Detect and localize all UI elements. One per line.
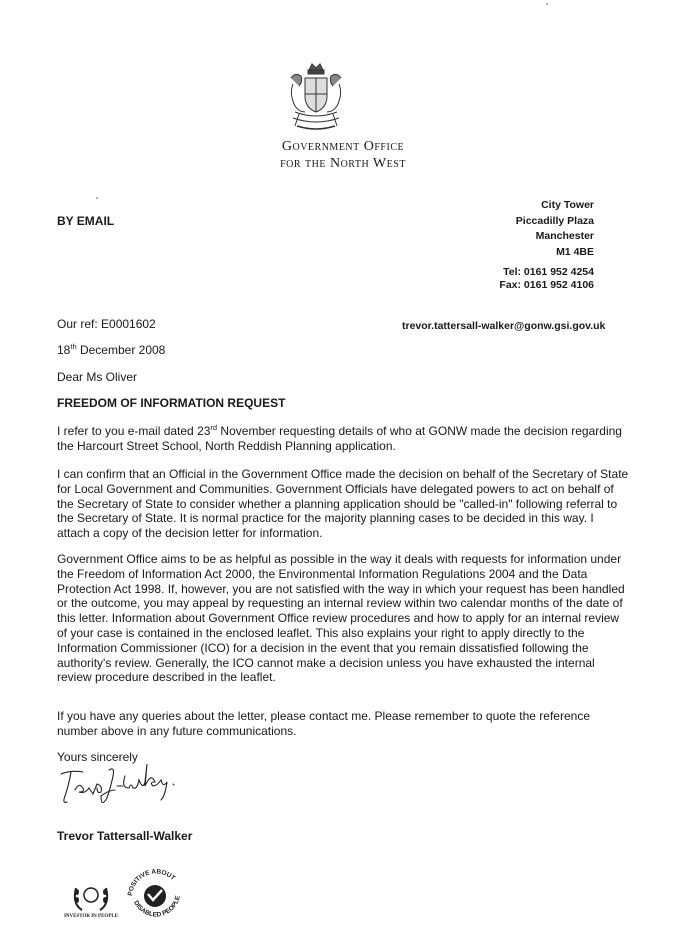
paragraph-1-suffix: rd (210, 423, 218, 432)
contact-numbers (499, 266, 594, 292)
paragraph-3: Government Office aims to be as helpful as possible in the way it deals with requests for information under the Freedom of Information Act 2000, the Environmental Information Regulations 2004 and the Data Protection Act 1998. If, however, you are not satisfied with the way in which your request has been handled or the outcome, you may appeal by requesting an internal review within two calendar months of the date of this letter. Information about Government Office review procedures and how to apply for an internal review of your case is contained in the enclosed leaflet. This also explains your right to apply directly to the Information Commissioner (ICO) for a decision in the event that you remain dissatisfied following the authority's review. Generally, the ICO cannot make a decision unless you have exhausted the internal review procedure described in the leaflet. (57, 552, 625, 685)
logo-text-bottom: DISABLED PEOPLE (132, 895, 182, 919)
investor-in-people-text: INVESTOR IN PEOPLE (63, 914, 119, 919)
paragraph-4: If you have any queries about the letter, please contact me. Please remember to quote the reference number above in any future communications. (57, 709, 590, 738)
address-line: M1 4BE (556, 245, 594, 258)
date-day-suffix: th (70, 342, 77, 351)
letter-date (57, 343, 165, 357)
handwritten-signature (55, 764, 185, 812)
positive-about-disabled-people-logo (120, 858, 190, 928)
telephone-number: Tel: 0161 952 4254 (503, 266, 594, 278)
address-line: City Tower (541, 199, 594, 211)
paragraph-1-start: I refer to you e-mail dated 23 (57, 424, 211, 438)
organisation-name-line1: Government Office (281, 139, 405, 154)
reference-number: Our ref: E0001602 (57, 317, 156, 331)
date-month-year: December 2008 (76, 343, 166, 357)
paragraph-1 (57, 424, 629, 454)
paragraph-1-end: November requesting details of who at GONW made the decision regarding the Harcourt Street School, North Reddish Planning application. (57, 424, 622, 453)
sender-address (516, 198, 594, 260)
tick-mark-icon (144, 885, 166, 907)
paragraph-2: I can confirm that an Official in the Government Office made the decision on behalf of the Secretary of State for Local Government and Communities. Government Officials have delegated powers to act on behalf of the Secretary of State to consider whether a planning application should be "called-in" following referral to the Secretary of State. It is normal practice for the majority planning cases to be decided in this way. I attach a copy of the decision letter for information. (57, 467, 629, 541)
date-day: 18 (57, 343, 71, 357)
royal-coat-of-arms-icon (287, 58, 345, 134)
delivery-method: BY EMAIL (57, 214, 115, 228)
scan-speck (546, 3, 548, 5)
closing: Yours sincerely (57, 750, 138, 764)
scan-speck (96, 197, 98, 199)
investor-in-people-logo (58, 878, 124, 923)
sender-email: trevor.tattersall-walker@gonw.gsi.gov.uk (402, 320, 606, 332)
salutation: Dear Ms Oliver (57, 370, 138, 384)
signatory-name: Trevor Tattersall-Walker (57, 829, 193, 843)
organisation-name-line2: for the North West (280, 156, 406, 171)
address-line: Piccadilly Plaza (515, 214, 594, 227)
fax-number: Fax: 0161 952 4106 (499, 279, 594, 291)
logo-text-top: POSITIVE ABOUT (126, 868, 177, 897)
laurel-wreath-icon (58, 878, 124, 914)
address-line: Manchester (535, 230, 594, 242)
letter-subject: FREEDOM OF INFORMATION REQUEST (57, 396, 286, 410)
